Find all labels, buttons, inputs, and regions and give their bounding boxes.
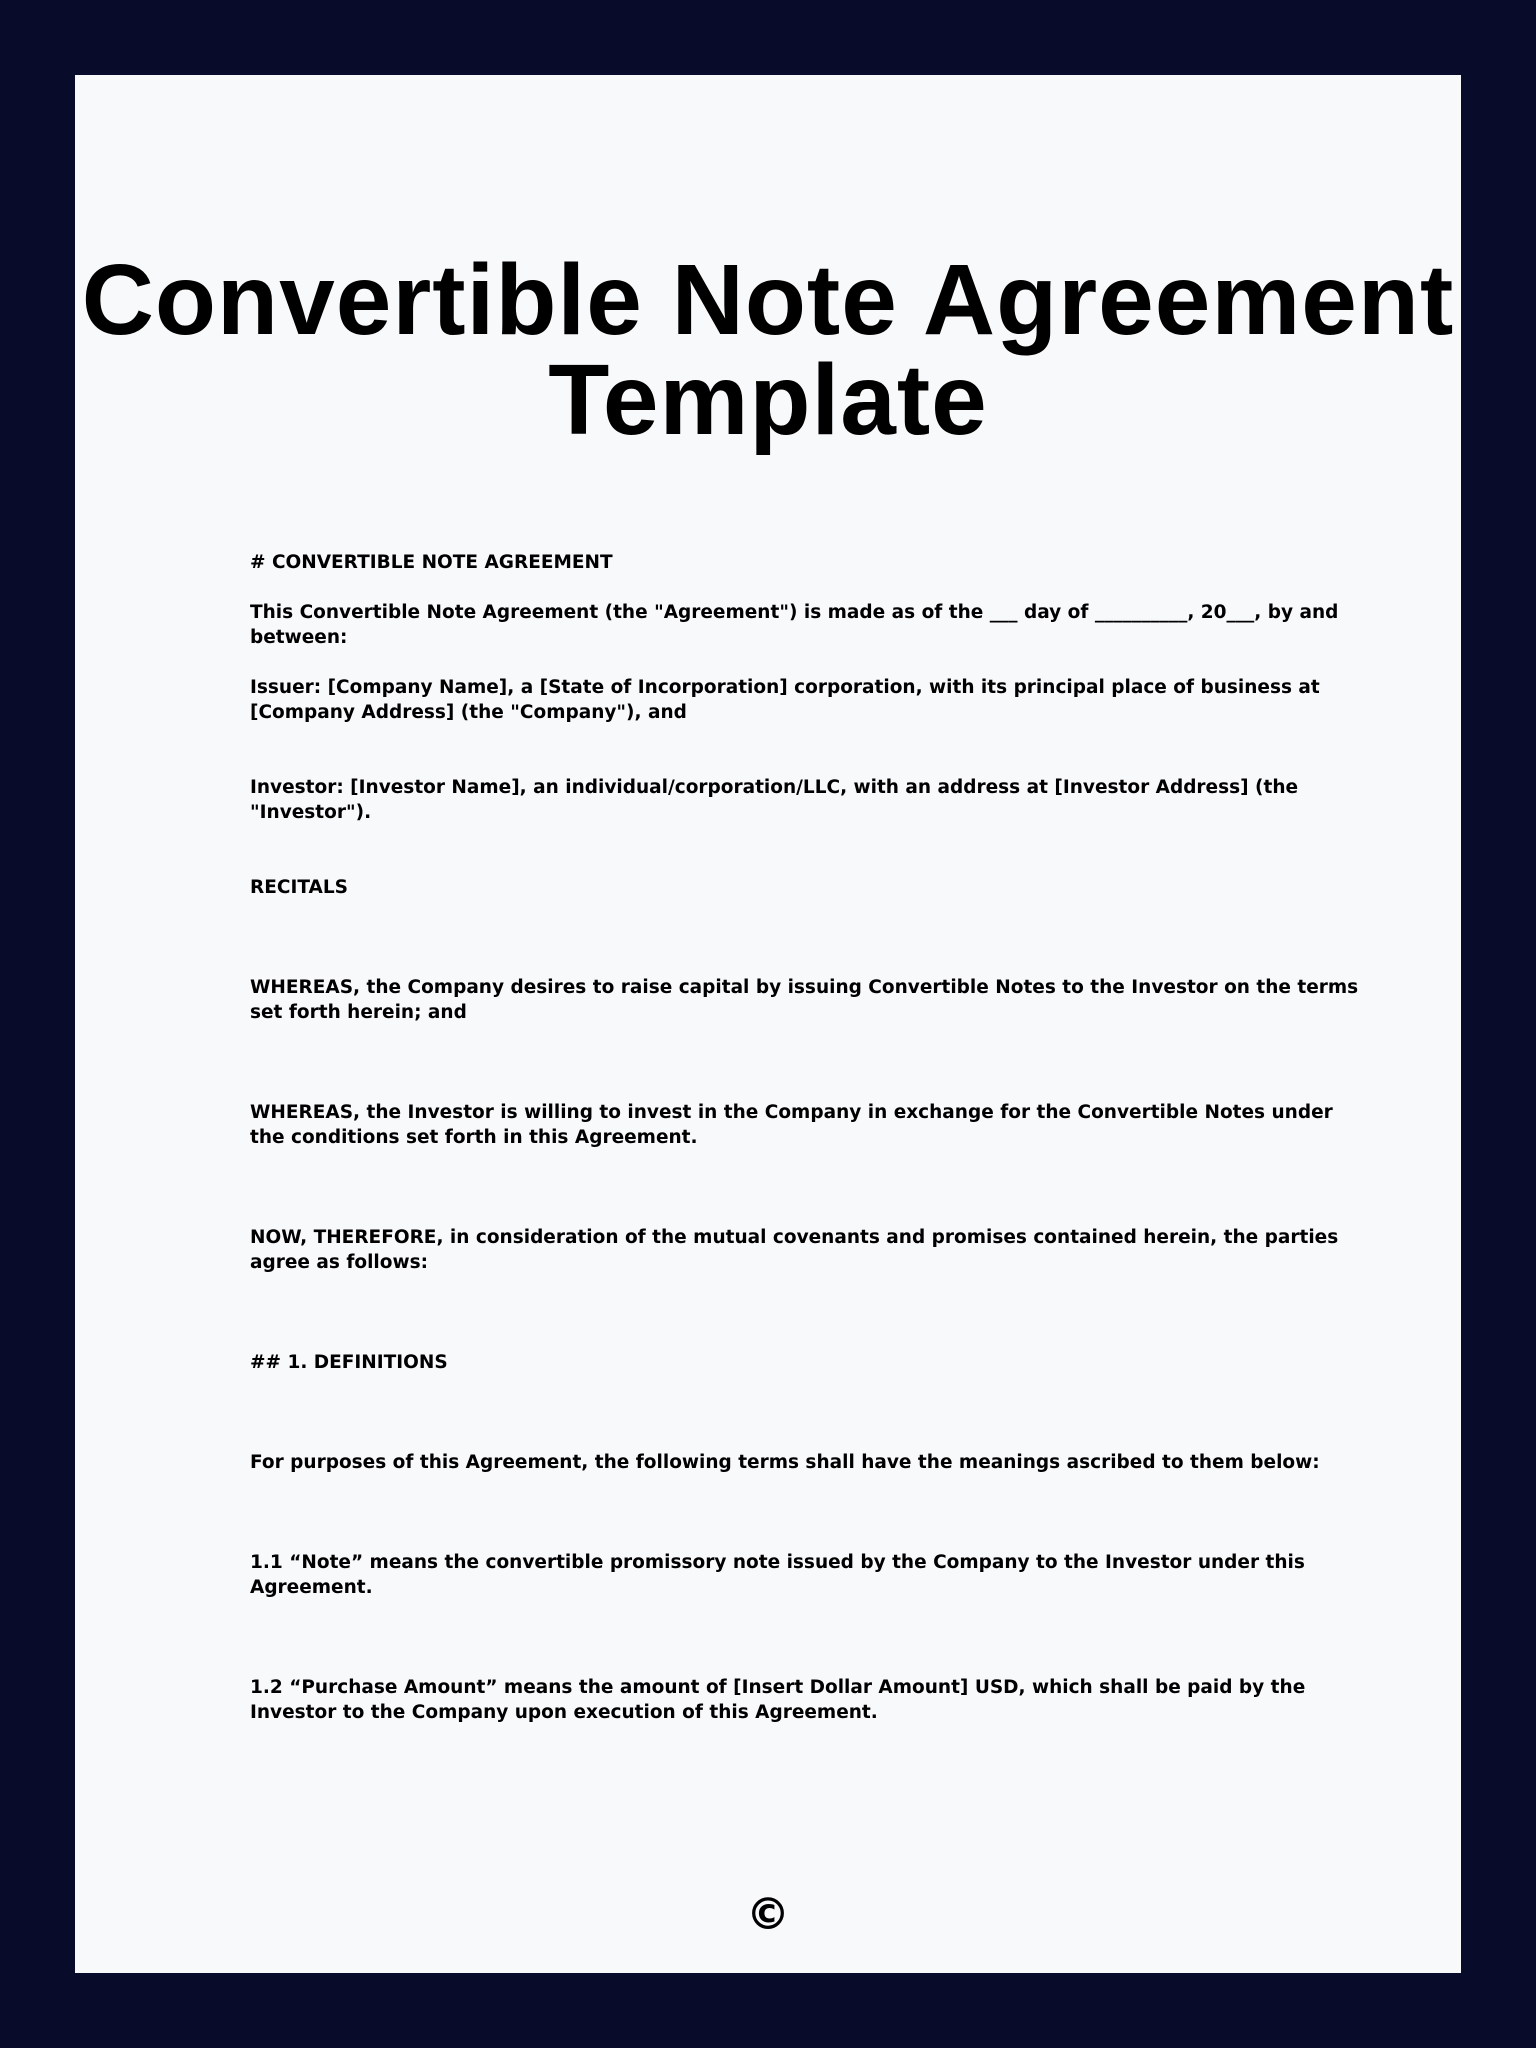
document-body	[250, 550, 1360, 1725]
definition-1-1: 1.1 “Note” means the convertible promissory note issued by the Company to the Investor under this Agreement.	[250, 1552, 1305, 1598]
recitals-heading: RECITALS	[250, 877, 348, 898]
definition-1-2: 1.2 “Purchase Amount” means the amount of [Insert Dollar Amount] USD, which shall be paid by the Investor to the Company upon execution of this Agreement.	[250, 1677, 1306, 1723]
copyright-icon: ©	[746, 1889, 790, 1940]
whereas-paragraph-1: WHEREAS, the Company desires to raise capital by issuing Convertible Notes to the Investor on the terms set forth herein; and	[250, 977, 1359, 1023]
document-title-line-2: Template	[548, 344, 988, 456]
now-therefore-paragraph: NOW, THEREFORE, in consideration of the mutual covenants and promises contained herein, the parties agree as follows:	[250, 1227, 1339, 1273]
document-page	[75, 75, 1461, 1973]
document-title	[75, 244, 1461, 456]
issuer-paragraph: Issuer: [Company Name], a [State of Incorporation] corporation, with its principal place of business at [Company Address] (the "Company"), and	[250, 677, 1320, 723]
definitions-intro-paragraph: For purposes of this Agreement, the following terms shall have the meanings ascribed to them below:	[250, 1452, 1320, 1473]
agreement-heading: # CONVERTIBLE NOTE AGREEMENT	[250, 552, 613, 573]
document-title-line-1: Convertible Note Agreement	[81, 244, 1455, 356]
intro-paragraph: This Convertible Note Agreement (the "Agreement") is made as of the ___ day of __________, 20___, by and between:	[250, 602, 1339, 648]
investor-paragraph: Investor: [Investor Name], an individual/corporation/LLC, with an address at [Investor Address] (the "Investor").	[250, 777, 1299, 823]
definitions-heading: ## 1. DEFINITIONS	[250, 1352, 448, 1373]
whereas-paragraph-2: WHEREAS, the Investor is willing to invest in the Company in exchange for the Convertible Notes under the conditions set forth in this Agreement.	[250, 1102, 1333, 1148]
